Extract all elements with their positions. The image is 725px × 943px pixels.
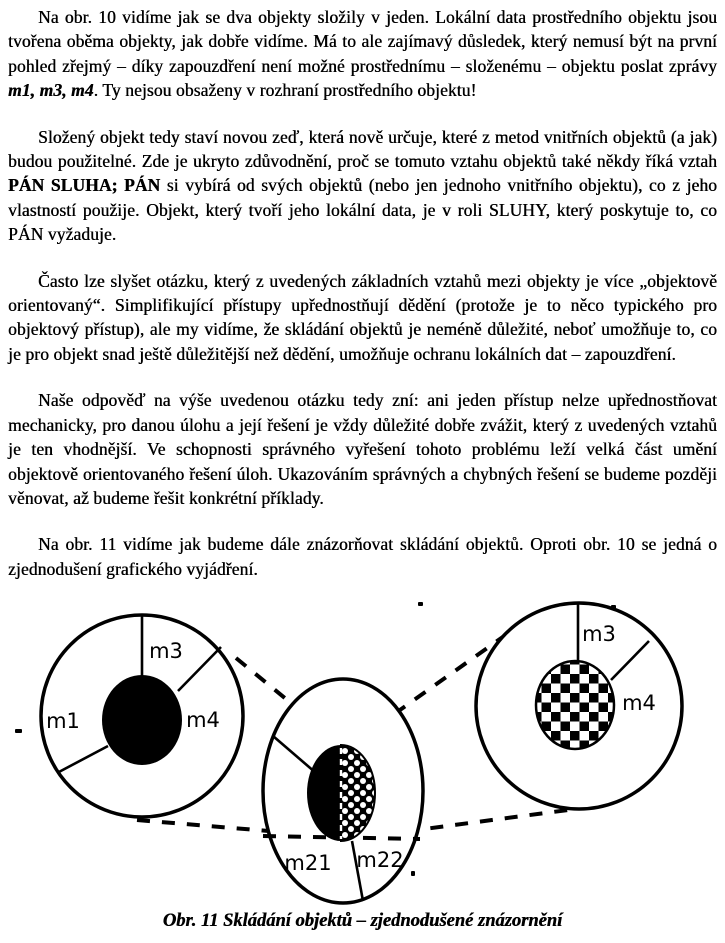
right-label-m3: m3 (582, 622, 616, 646)
left-label-m1: m1 (46, 709, 80, 733)
text-run: Naše odpověď na výše uvedenou otázku tedy zní: ani jeden přístup nelze upřednostňovat mechanicky, pro danou úlohu a její řešení je vždy důležité dobře zvážit, který z uvedených vztahů je ten vhodnější. Ve schopnosti správného vyřešení tohoto problému leží velká část umění objektově orientovaného řešení úloh. Ukazováním správných a chybných řešení se budeme později věnovat, až budeme řešit konkrétní příklady. (8, 390, 717, 508)
middle-label-m22: m22 (356, 848, 404, 872)
paragraph (8, 269, 717, 367)
right-label-m4: m4 (622, 691, 656, 715)
paragraph (8, 388, 717, 510)
middle-label-m21: m21 (284, 851, 332, 875)
left-object (41, 614, 243, 817)
text-run: Složený objekt tedy staví novou zeď, která nově určuje, které z metod vnitřních objektů (a jak) budou použitelné. Zde je ukryto zdůvodnění, proč se tomuto vztahu objektů také někdy říká vztah (8, 126, 717, 172)
text-run: m1, m3, m4 (8, 80, 94, 101)
composed-object (263, 679, 423, 903)
paragraph (8, 125, 717, 247)
figure-11 (0, 598, 725, 910)
text-run: Často lze slyšet otázku, který z uvedených základních vztahů mezi objekty je více „objektově orientovaný“. Simplifikující přístupy upřednostňují dědění (protože je to něco typického pro objektový přístup), ale my vidíme, že skládání objektů je neméně důležité, neboť umožňuje to, co je pro objekt snad ještě důležitější než dědění, umožňuje ochranu lokálních dat – zapouzdření. (8, 270, 717, 364)
scan-noise-dot (15, 729, 22, 733)
figure-caption: Obr. 11 Skládání objektů – zjednodušené znázornění (162, 911, 563, 931)
paragraph (8, 532, 717, 581)
left-label-m3: m3 (149, 639, 183, 663)
right-object (476, 603, 682, 809)
paragraph (8, 5, 717, 103)
scan-noise-dot (418, 602, 423, 606)
scan-noise-dot (411, 871, 415, 876)
left-object-inner-data (102, 675, 182, 765)
right-object-inner-data (536, 661, 614, 749)
scan-noise-dot (611, 605, 616, 609)
text-run: PÁN SLUHA; PÁN (8, 175, 161, 196)
text-run: . Ty nejsou obsaženy v rozhraní prostředního objektu! (93, 80, 477, 101)
text-run: si vybírá od svých objektů (nebo jen jednoho vnitřního objektu), co z jeho vlastností použije. Objekt, který tvoří jeho lokální data, je v roli SLUHY, který poskytuje to, co PÁN vyžaduje. (8, 175, 717, 245)
text-run: Na obr. 10 vidíme jak se dva objekty složily v jeden. Lokální data prostředního objektu jsou tvořena oběma objekty, jak dobře vidíme. Má to ale zajímavý důsledek, který nemusí být na první pohled zřejmý – díky zapouzdření není možné prostřednímu – složenému – objektu poslat zprávy (8, 7, 717, 76)
text-block (8, 5, 717, 603)
left-label-m4: m4 (186, 708, 220, 732)
text-run: Na obr. 11 vidíme jak budeme dále znázorňovat skládání objektů. Oproti obr. 10 se jedná o zjednodušení grafického vyjádření. (8, 534, 717, 579)
composition-diagram (0, 598, 725, 910)
